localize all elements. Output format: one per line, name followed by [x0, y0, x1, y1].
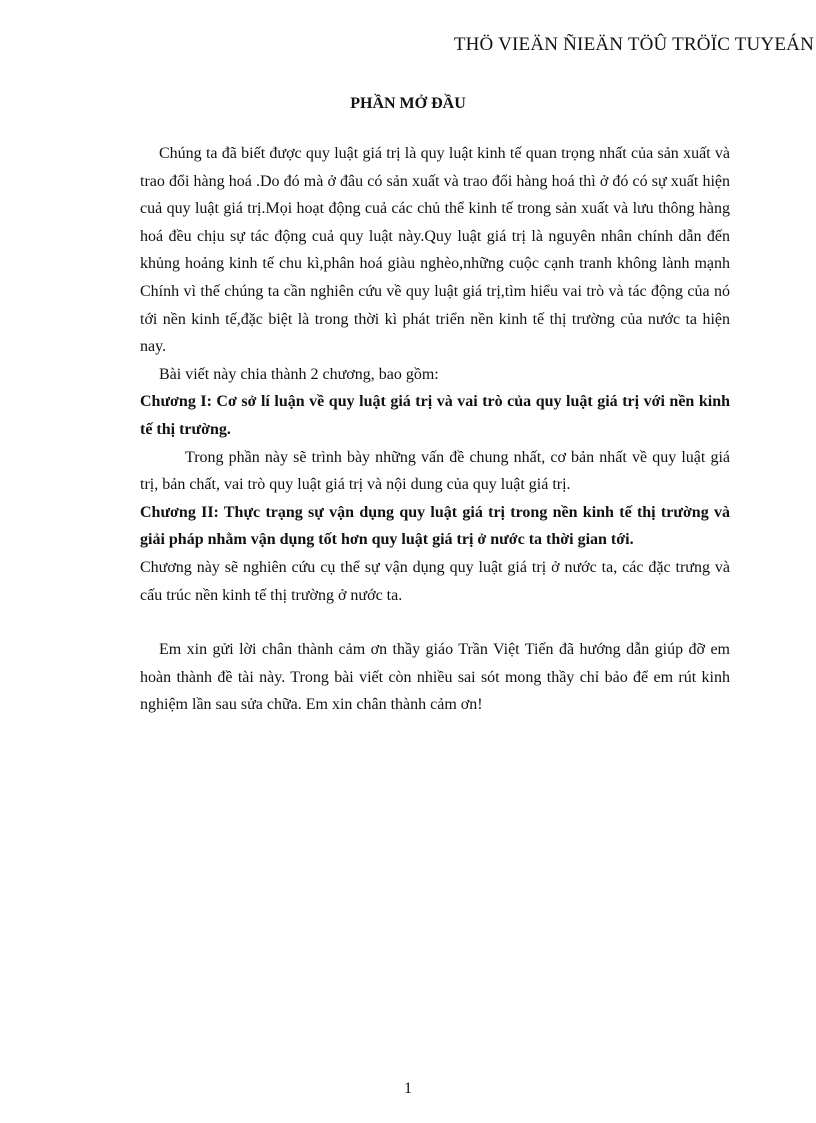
chapter-1-description: Trong phần này sẽ trình bày những vấn đề chung nhất, cơ bản nhất về quy luật giá trị, bản chất, vai trò quy luật giá trị và nội dung của quy luật giá trị. [140, 448, 730, 494]
structure-line: Bài viết này chia thành 2 chương, bao gồm: [159, 365, 439, 383]
thanks-paragraph: Em xin gửi lời chân thành cảm ơn thầy giáo Trần Việt Tiến đã hướng dẫn giúp đỡ em hoàn thành đề tài này. Trong bài viết còn nhiều sai sót mong thầy chỉ bảo để em rút kinh nghiệm lần sau sửa chữa. Em xin chân thành cảm ơn! [140, 641, 730, 714]
chapter-2-heading: Chương II: Thực trạng sự vận dụng quy luật giá trị trong nền kinh tế thị trường và giải pháp nhằm vận dụng tốt hơn quy luật giá trị ở nước ta thời gian tới. [140, 503, 730, 549]
paragraph-spacer [140, 609, 730, 636]
page-number: 1 [404, 1080, 412, 1097]
document-body [140, 140, 730, 719]
chapter-1-heading: Chương I: Cơ sở lí luận về quy luật giá trị và vai trò của quy luật giá trị với nền kinh tế thị trường. [140, 393, 730, 438]
intro-paragraph: Chúng ta đã biết được quy luật giá trị là quy luật kinh tế quan trọng nhất của sản xuất và trao đổi hàng hoá .Do đó mà ở đâu có sản xuất và trao đổi hàng hoá thì ở đó có sự xuất hiện cuả quy luật giá trị.Mọi hoạt động cuả các chủ thể kinh tế trong sản xuất và lưu thông hàng hoá đều chịu sự tác động cuả quy luật này.Quy luật giá trị là nguyên nhân chính dẫn đến khủng hoảng kinh tế chu kì,phân hoá giàu nghèo,những cuộc cạnh tranh không lành mạnh Chính vì thế chúng ta cần nghiên cứu về quy luật giá trị,tìm hiểu vai trò và tác động của nó tới nền kinh tế,đặc biệt là trong thời kì phát triển nền kinh tế thị trường của nước ta hiện nay. [140, 145, 730, 356]
running-header: THÖ VIEÄN ÑIEÄN TÖÛ TRÖÏC TUYEÁN [453, 34, 814, 55]
page-title: PHẦN MỞ ĐẦU [350, 95, 466, 112]
chapter-2-description: Chương này sẽ nghiên cứu cụ thể sự vận dụng quy luật giá trị ở nước ta, các đặc trưng và cấu trúc nền kinh tế thị trường ở nước ta. [140, 558, 730, 604]
